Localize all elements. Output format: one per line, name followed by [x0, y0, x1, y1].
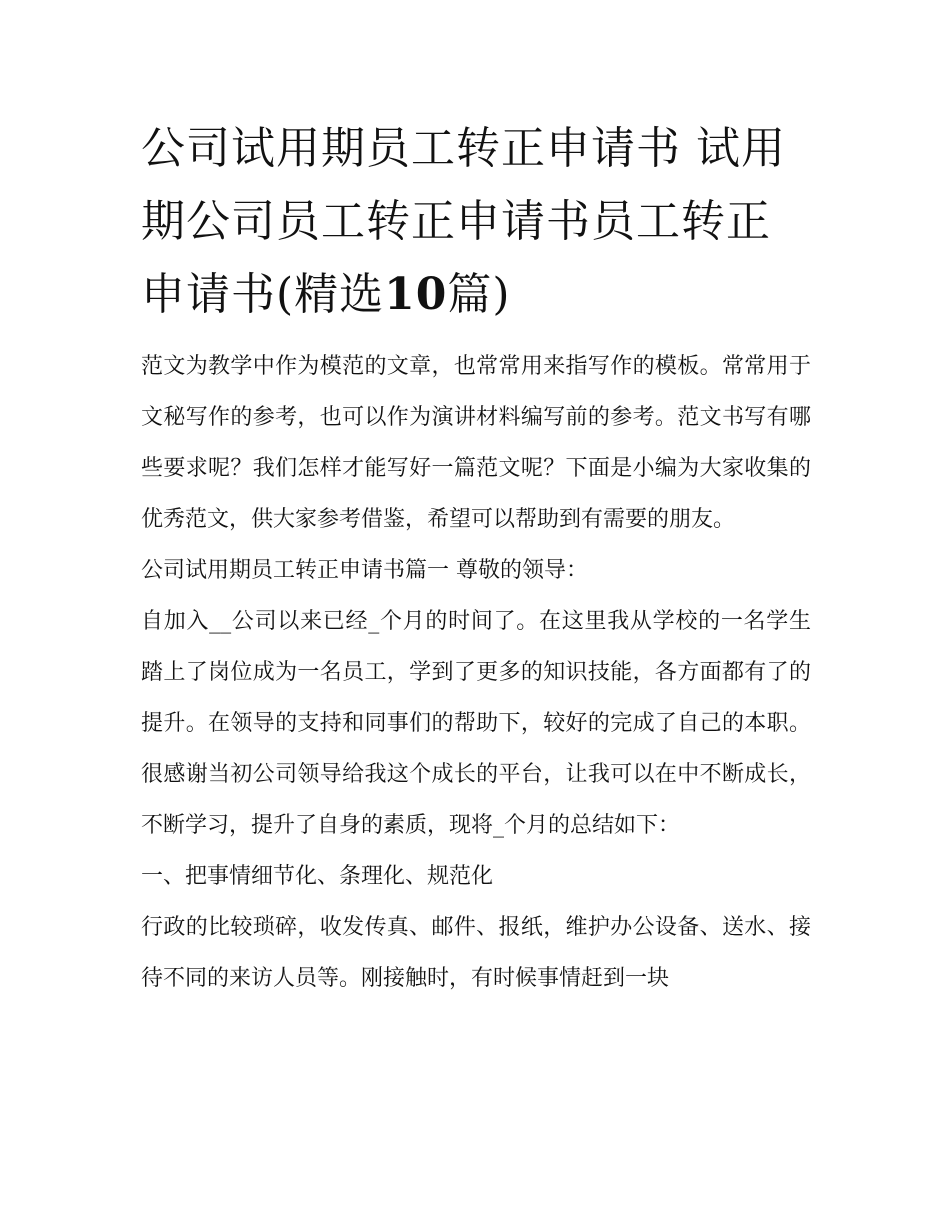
document-content — [141, 112, 811, 1004]
paragraph-summary: 自加入__公司以来已经_个月的时间了。在这里我从学校的一名学生踏上了岗位成为一名员工，学到了更多的知识技能，各方面都有了的提升。在领导的支持和同事们的帮助下，较好的完成了自己的本职。很感谢当初公司领导给我这个成长的平台，让我可以在中不断成长，不断学习，提升了自身的素质，现将_个月的总结如下： — [141, 609, 811, 838]
paragraph-section-1: 行政的比较琐碎，收发传真、邮件、报纸，维护办公设备、送水、接待不同的来访人员等。刚接触时，有时候事情赶到一块 — [141, 915, 811, 991]
document-title: 公司试用期员工转正申请书 试用期公司员工转正申请书员工转正申请书(精选10篇) — [141, 123, 786, 320]
paragraph-salutation: 公司试用期员工转正申请书篇一 尊敬的领导： — [141, 558, 588, 583]
paragraph-intro: 范文为教学中作为模范的文章，也常常用来指写作的模板。常常用于文秘写作的参考，也可以作为演讲材料编写前的参考。范文书写有哪些要求呢？我们怎样才能写好一篇范文呢？下面是小编为大家收集的优秀范文，供大家参考借鉴，希望可以帮助到有需要的朋友。 — [141, 354, 811, 532]
document-body — [141, 341, 811, 1004]
section-heading-1: 一、把事情细节化、条理化、规范化 — [141, 864, 494, 889]
